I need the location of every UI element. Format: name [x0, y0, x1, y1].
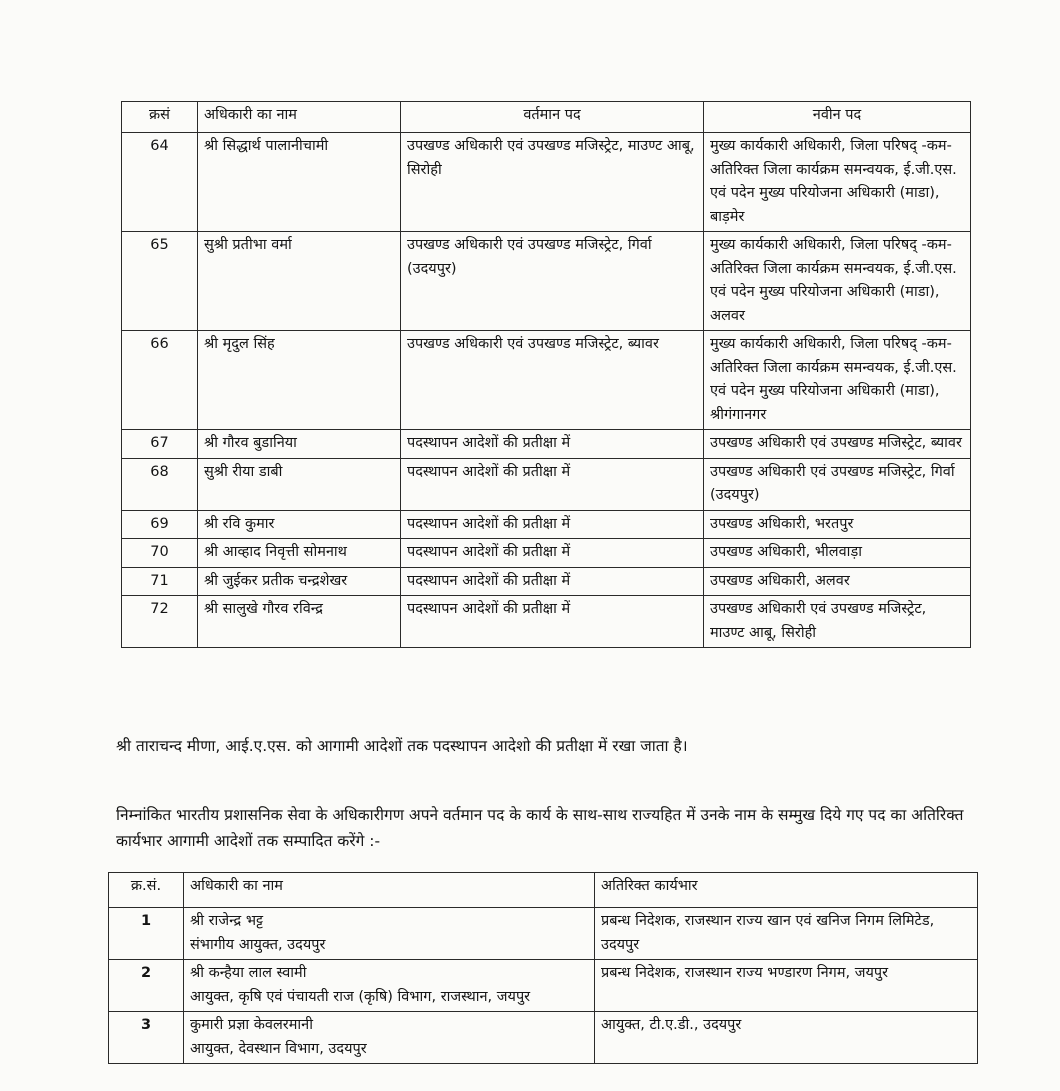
- officer-name: श्री जुईकर प्रतीक चन्द्रशेखर: [198, 567, 401, 596]
- col-header-sn: क्र.सं.: [109, 873, 184, 908]
- officer-name: श्री रवि कुमार: [198, 510, 401, 539]
- officer-name: सुश्री रीया डाबी: [198, 458, 401, 510]
- table-row: [122, 596, 971, 648]
- current-post: पदस्थापन आदेशों की प्रतीक्षा में: [401, 458, 704, 510]
- additional-charge: प्रबन्ध निदेशक, राजस्थान राज्य खान एवं खनिज निगम लिमिटेड, उदयपुर: [595, 908, 978, 960]
- officer-designation: संभागीय आयुक्त, उदयपुर: [190, 936, 326, 953]
- officer-designation: आयुक्त, देवस्थान विभाग, उदयपुर: [190, 1040, 367, 1057]
- serial-number: 68: [122, 458, 198, 510]
- new-post: उपखण्ड अधिकारी, भरतपुर: [704, 510, 971, 539]
- waiting-orders-paragraph: श्री ताराचन्द मीणा, आई.ए.एस. को आगामी आदेशों तक पदस्थापन आदेशो की प्रतीक्षा में रखा जाता है।: [116, 737, 688, 755]
- officer-designation: आयुक्त, कृषि एवं पंचायती राज (कृषि) विभाग, राजस्थान, जयपुर: [190, 988, 531, 1005]
- col-header-sn: क्रसं: [122, 102, 198, 133]
- current-post: उपखण्ड अधिकारी एवं उपखण्ड मजिस्ट्रेट, माउण्ट आबू, सिरोही: [401, 133, 704, 232]
- current-post: उपखण्ड अधिकारी एवं उपखण्ड मजिस्ट्रेट, गिर्वा (उदयपुर): [401, 232, 704, 331]
- col-header-new-post: नवीन पद: [704, 102, 971, 133]
- transfer-table: [121, 101, 971, 648]
- table-header-row: [122, 102, 971, 133]
- current-post: पदस्थापन आदेशों की प्रतीक्षा में: [401, 596, 704, 648]
- officer-name: श्री आव्हाद निवृत्ती सोमनाथ: [198, 539, 401, 568]
- officer-name: श्री गौरव बुडानिया: [198, 430, 401, 459]
- serial-number: 1: [109, 908, 184, 960]
- additional-charge-table: [108, 872, 978, 1064]
- table-header-row: [109, 873, 978, 908]
- table-row: [109, 960, 978, 1012]
- additional-charge: प्रबन्ध निदेशक, राजस्थान राज्य भण्डारण निगम, जयपुर: [595, 960, 978, 1012]
- officer-name: श्री कन्हैया लाल स्वामी: [190, 965, 307, 981]
- officer-name: श्री मृदुल सिंह: [198, 331, 401, 430]
- officer-cell: [184, 908, 595, 960]
- table-row: [122, 430, 971, 459]
- new-post: उपखण्ड अधिकारी एवं उपखण्ड मजिस्ट्रेट, गिर्वा (उदयपुर): [704, 458, 971, 510]
- table-row: [122, 567, 971, 596]
- current-post: पदस्थापन आदेशों की प्रतीक्षा में: [401, 539, 704, 568]
- current-post: पदस्थापन आदेशों की प्रतीक्षा में: [401, 430, 704, 459]
- serial-number: 69: [122, 510, 198, 539]
- table-row: [122, 458, 971, 510]
- new-post: उपखण्ड अधिकारी एवं उपखण्ड मजिस्ट्रेट, माउण्ट आबू, सिरोही: [704, 596, 971, 648]
- officer-cell: [184, 1012, 595, 1064]
- serial-number: 67: [122, 430, 198, 459]
- additional-charge-paragraph: निम्नांकित भारतीय प्रशासनिक सेवा के अधिकारीगण अपने वर्तमान पद के कार्य के साथ-साथ राज्यहित में उनके नाम के सम्मुख दिये गए पद का अतिरिक्त कार्यभार आगामी आदेशों तक सम्पादित करेंगे :-: [116, 806, 964, 850]
- current-post: पदस्थापन आदेशों की प्रतीक्षा में: [401, 510, 704, 539]
- serial-number: 72: [122, 596, 198, 648]
- col-header-additional-charge: अतिरिक्त कार्यभार: [595, 873, 978, 908]
- new-post: मुख्य कार्यकारी अधिकारी, जिला परिषद् -कम- अतिरिक्त जिला कार्यक्रम समन्वयक, ई.जी.एस. एवं पदेन मुख्य परियोजना अधिकारी (माडा), बाड़मेर: [704, 133, 971, 232]
- current-post: उपखण्ड अधिकारी एवं उपखण्ड मजिस्ट्रेट, ब्यावर: [401, 331, 704, 430]
- serial-number: 2: [109, 960, 184, 1012]
- serial-number: 65: [122, 232, 198, 331]
- col-header-name: अधिकारी का नाम: [198, 102, 401, 133]
- table-row: [122, 331, 971, 430]
- officer-name: श्री सालुखे गौरव रविन्द्र: [198, 596, 401, 648]
- table-row: [122, 133, 971, 232]
- serial-number: 66: [122, 331, 198, 430]
- serial-number: 3: [109, 1012, 184, 1064]
- serial-number: 71: [122, 567, 198, 596]
- table-row: [109, 1012, 978, 1064]
- officer-cell: [184, 960, 595, 1012]
- table-row: [122, 510, 971, 539]
- new-post: उपखण्ड अधिकारी, भीलवाड़ा: [704, 539, 971, 568]
- serial-number: 70: [122, 539, 198, 568]
- table-row: [109, 908, 978, 960]
- table-row: [122, 539, 971, 568]
- additional-charge-table-body: [109, 908, 978, 1064]
- table-row: [122, 232, 971, 331]
- officer-name: श्री राजेन्द्र भट्ट: [190, 913, 264, 929]
- officer-name: कुमारी प्रज्ञा केवलरमानी: [190, 1017, 313, 1033]
- new-post: उपखण्ड अधिकारी एवं उपखण्ड मजिस्ट्रेट, ब्यावर: [704, 430, 971, 459]
- new-post: उपखण्ड अधिकारी, अलवर: [704, 567, 971, 596]
- new-post: मुख्य कार्यकारी अधिकारी, जिला परिषद् -कम- अतिरिक्त जिला कार्यक्रम समन्वयक, ई.जी.एस. एवं पदेन मुख्य परियोजना अधिकारी (माडा), श्रीगंगानगर: [704, 331, 971, 430]
- officer-name: सुश्री प्रतीभा वर्मा: [198, 232, 401, 331]
- col-header-name: अधिकारी का नाम: [184, 873, 595, 908]
- new-post: मुख्य कार्यकारी अधिकारी, जिला परिषद् -कम- अतिरिक्त जिला कार्यक्रम समन्वयक, ई.जी.एस. एवं पदेन मुख्य परियोजना अधिकारी (माडा), अलवर: [704, 232, 971, 331]
- additional-charge: आयुक्त, टी.ए.डी., उदयपुर: [595, 1012, 978, 1064]
- officer-name: श्री सिद्धार्थ पालानीचामी: [198, 133, 401, 232]
- transfer-table-body: [122, 133, 971, 648]
- current-post: पदस्थापन आदेशों की प्रतीक्षा में: [401, 567, 704, 596]
- serial-number: 64: [122, 133, 198, 232]
- col-header-current-post: वर्तमान पद: [401, 102, 704, 133]
